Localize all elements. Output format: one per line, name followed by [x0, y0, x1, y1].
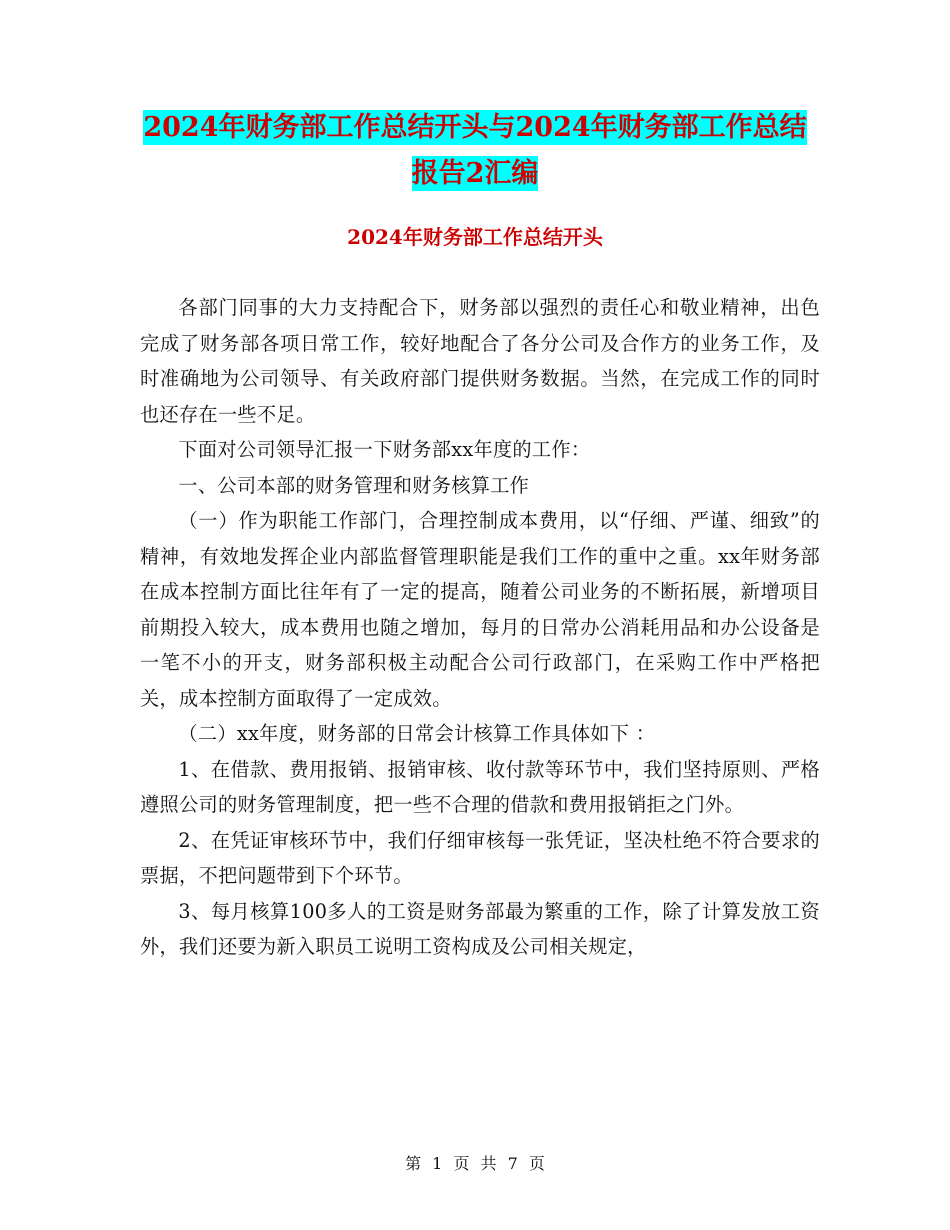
- document-title-line-2: [0, 154, 950, 194]
- page-footer: 第 1 页 共 7 页: [405, 1154, 545, 1173]
- section-title: 2024年财务部工作总结开头: [347, 225, 603, 249]
- paragraph: 2、在凭证审核环节中，我们仔细审核每一张凭证，坚决杜绝不符合要求的票据，不把问题带到下个环节。: [140, 828, 820, 887]
- paragraph: 1、在借款、费用报销、报销审核、收付款等环节中，我们坚持原则、严格遵照公司的财务管理制度，把一些不合理的借款和费用报销拒之门外。: [140, 757, 820, 816]
- document-title-highlight-1: 2024年财务部工作总结开头与2024年财务部工作总结: [143, 112, 807, 143]
- paragraph: 各部门同事的大力支持配合下，财务部以强烈的责任心和敬业精神，出色完成了财务部各项日常工作，较好地配合了各分公司及合作方的业务工作，及时准确地为公司领导、有关政府部门提供财务数据。当然，在完成工作的同时也还存在一些不足。: [140, 296, 820, 426]
- paragraph: 下面对公司领导汇报一下财务部xx年度的工作：: [178, 438, 591, 461]
- paragraph: 一、公司本部的财务管理和财务核算工作: [178, 473, 530, 497]
- paragraph: （二）xx年度，财务部的日常会计核算工作具体如下 ：: [178, 722, 656, 745]
- document-body: [140, 290, 820, 965]
- document-title-line-1: [0, 108, 950, 148]
- paragraph: （一）作为职能工作部门，合理控制成本费用，以“仔细、严谨、细致”的精神，有效地发挥企业内部监督管理职能是我们工作的重中之重。xx年财务部在成本控制方面比往年有了一定的提高，随着公司业务的不断拓展，新增项目前期投入较大，成本费用也随之增加，每月的日常办公消耗用品和办公设备是一笔不小的开支，财务部积极主动配合公司行政部门，在采购工作中严格把关，成本控制方面取得了一定成效。: [140, 509, 820, 710]
- paragraph: 3、每月核算100多人的工资是财务部最为繁重的工作，除了计算发放工资外，我们还要为新入职员工说明工资构成及公司相关规定，: [140, 899, 820, 958]
- document-title-highlight-2: 报告2汇编: [411, 158, 539, 189]
